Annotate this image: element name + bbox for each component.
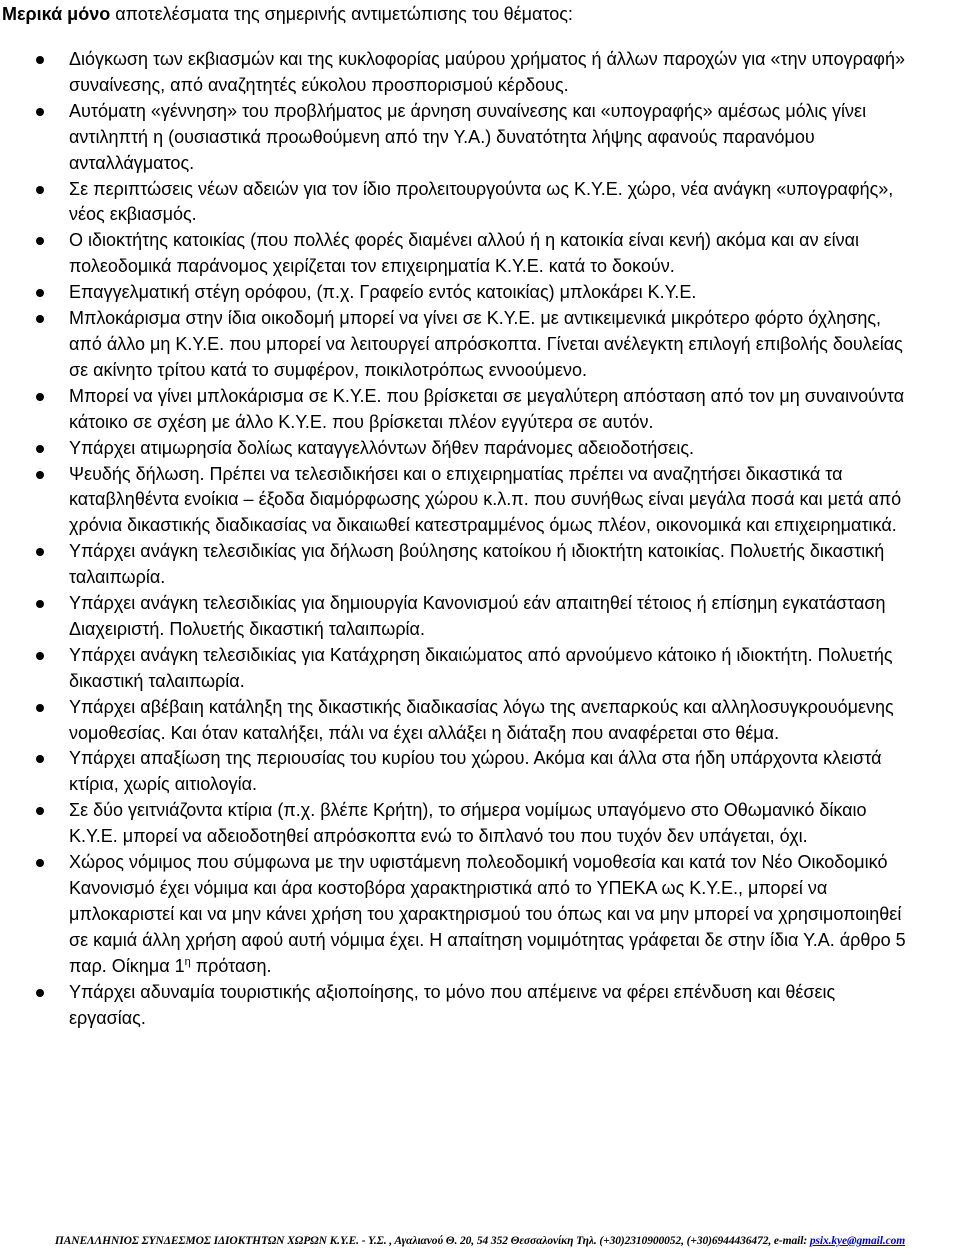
bullet-icon (36, 108, 44, 116)
list-item (0, 280, 960, 306)
list-item (0, 591, 960, 643)
list-item (0, 980, 960, 1032)
list-item-text: Μπορεί να γίνει μπλοκάρισμα σε Κ.Υ.Ε. που βρίσκεται σε μεγαλύτερη απόσταση από τον μη συναινούντα κάτοικο σε σχέση με άλλο Κ.Υ.Ε. που βρίσκεται πλέον εγγύτερα σε αυτόν. (69, 385, 905, 432)
intro-bold: Μερικά μόνο (2, 4, 111, 24)
bullet-icon (36, 600, 44, 608)
intro-rest: αποτελέσματα της σημερινής αντιμετώπισης του θέματος: (110, 4, 573, 24)
bullet-icon (36, 755, 44, 763)
list-item-text: Υπάρχει απαξίωση της περιουσίας του κυρίου του χώρου. Ακόμα και άλλα στα ήδη υπάρχοντα κλειστά κτίρια, χωρίς αιτιολογία. (69, 748, 882, 795)
bullet-icon (36, 237, 44, 245)
list-item-text: Υπάρχει αδυναμία τουριστικής αξιοποίησης, το μόνο που απέμεινε να φέρει επένδυση και θέσεις εργασίας. (69, 981, 836, 1028)
footer (0, 1233, 960, 1249)
bullet-icon (36, 989, 44, 997)
list-item (0, 306, 960, 384)
list-item (0, 228, 960, 280)
bullet-icon (36, 807, 44, 815)
list-item (0, 436, 960, 462)
bullet-list (0, 47, 960, 1031)
list-item (0, 643, 960, 695)
list-item-superscript: η (184, 955, 191, 968)
list-item (0, 99, 960, 177)
list-item-text: Σε περιπτώσεις νέων αδειών για τον ίδιο προλειτουργούντα ως Κ.Υ.Ε. χώρο, νέα ανάγκη «υπογραφής», νέος εκβιασμός. (69, 178, 894, 225)
list-item-text-tail: πρόταση. (190, 955, 272, 976)
list-item-text: Υπάρχει ατιμωρησία δολίως καταγγελλόντων δήθεν παράνομες αδειοδοτήσεις. (69, 437, 695, 458)
list-item (0, 695, 960, 747)
bullet-icon (36, 186, 44, 194)
list-item-text: Μπλοκάρισμα στην ίδια οικοδομή μπορεί να γίνει σε Κ.Υ.Ε. με αντικειμενικά μικρότερο φόρτο όχλησης, από άλλο μη Κ.Υ.Ε. που μπορεί να λειτουργεί απρόσκοπτα. Γίνεται ανέλεγκτη επιλογή επιβολής δουλείας σε ακίνητο τρίτου κατά το συμφέρον, ποικιλοτρόπως εννοούμενο. (69, 308, 903, 380)
bullet-icon (36, 289, 44, 297)
list-item-text: Ψευδής δήλωση. Πρέπει να τελεσιδικήσει και ο επιχειρηματίας πρέπει να αναζητήσει δικαστικά τα καταβληθέντα ενοίκια – έξοδα διαμόρφωσης χώρου κ.λ.π. που συνήθως είναι μεγάλα ποσά και μετά από χρόνια δικαστικής διαδικασίας να δικαιωθεί κατεστραμμένος όμως πλέον, οικονομικά και επιχειρηματικά. (69, 463, 902, 536)
list-item (0, 850, 960, 980)
list-item (0, 177, 960, 229)
bullet-icon (36, 704, 44, 712)
list-item-text: Σε δύο γειτνιάζοντα κτίρια (π.χ. βλέπε Κρήτη), το σήμερα νομίμως υπαγόμενο στο Οθωμανικό δίκαιο Κ.Υ.Ε. μπορεί να αδειοδοτηθεί απρόσκοπτα ενώ το διπλανό του που τυχόν δεν υπάγεται, όχι. (69, 800, 867, 847)
list-item (0, 539, 960, 591)
list-item-text: Αυτόματη «γέννηση» του προβλήματος με άρνηση συναίνεσης και «υπογραφής» αμέσως μόλις γίνει αντιληπτή η (ουσιαστικά προωθούμενη από την Υ.Α.) δυνατότητα λήψης αφανούς παρανόμου ανταλλάγματος. (69, 100, 867, 173)
list-item-text: Υπάρχει ανάγκη τελεσιδικίας για Κατάχρηση δικαιώματος από αρνούμενο κάτοικο ή ιδιοκτήτη. Πολυετής δικαστική ταλαιπωρία. (69, 644, 893, 691)
list-item-text: Υπάρχει ανάγκη τελεσιδικίας για δήλωση βούλησης κατοίκου ή ιδιοκτήτη κατοικίας. Πολυετής δικαστική ταλαιπωρία. (69, 541, 885, 588)
bullet-icon (36, 56, 44, 64)
list-item-text: Υπάρχει αβέβαιη κατάληξη της δικαστικής διαδικασίας λόγω της ανεπαρκούς και αλληλοσυγκρουόμενης νομοθεσίας. Και όταν καταλήξει, πάλι να έχει αλλάξει η διάταξη που αναφέρεται στο θέμα. (69, 696, 894, 743)
bullet-icon (36, 315, 44, 323)
bullet-icon (36, 652, 44, 660)
list-item-text: Υπάρχει ανάγκη τελεσιδικίας για δημιουργία Κανονισμού εάν απαιτηθεί τέτοιος ή επίσημη εγκατάσταση Διαχειριστή. Πολυετής δικαστική ταλαιπωρία. (69, 593, 886, 639)
list-item (0, 798, 960, 850)
list-item (0, 462, 960, 540)
list-item-text: Ο ιδιοκτήτης κατοικίας (που πολλές φορές διαμένει αλλού ή η κατοικία είναι κενή) ακόμα και αν είναι πολεοδομικά παράνομος χειρίζεται τον επιχειρηματία Κ.Υ.Ε. κατά το δοκούν. (69, 230, 860, 277)
intro-line (2, 1, 942, 27)
footer-text: ΠΑΝΕΛΛΗΝΙΟΣ ΣΥΝΔΕΣΜΟΣ ΙΔΙΟΚΤΗΤΩΝ ΧΩΡΩΝ Κ.Υ.Ε. - Υ.Σ. , Αγαλιανού Θ. 20, 54 352 Θεσσαλονίκη Τηλ. (+30)2310900052, (+30)6944436472, e-mail: (54, 1235, 810, 1247)
bullet-icon (36, 393, 44, 401)
list-item-text-main: Χώρος νόμιμος που σύμφωνα με την υφιστάμενη πολεοδομική νομοθεσία και κατά τον Νέο Οικοδομικό Κανονισμό έχει νόμιμα και άρα κοστοβόρα χαρακτηριστικά από το ΥΠΕΚΑ ως Κ.Υ.Ε., μπορεί να μπλοκαριστεί και να μην κάνει χρήση του χαρακτηρισμού του όπως και να μην μπορεί να χρησιμοποιηθεί σε καμιά άλλη χρήση αφού αυτή νόμιμα έχει. Η απαίτηση νομιμότητας γράφεται δε στην ίδια Υ.Α. άρθρο 5 παρ. Οίκημα 1 (69, 852, 906, 976)
bullet-icon (36, 859, 44, 867)
list-item (0, 47, 960, 99)
list-item (0, 384, 960, 436)
list-item-text (69, 852, 906, 976)
bullet-icon (36, 471, 44, 479)
list-item (0, 746, 960, 798)
list-item-text: Επαγγελματική στέγη ορόφου, (π.χ. Γραφείο εντός κατοικίας) μπλοκάρει Κ.Υ.Ε. (69, 282, 697, 303)
list-item-text: Διόγκωση των εκβιασμών και της κυκλοφορίας μαύρου χρήματος ή άλλων παροχών για «την υπογραφή» συναίνεσης, από αναζητητές εύκολου προσπορισμού κέρδους. (69, 49, 905, 95)
footer-email-link[interactable]: psix.kye@gmail.com (809, 1235, 906, 1247)
bullet-icon (36, 548, 44, 556)
bullet-icon (36, 445, 44, 453)
